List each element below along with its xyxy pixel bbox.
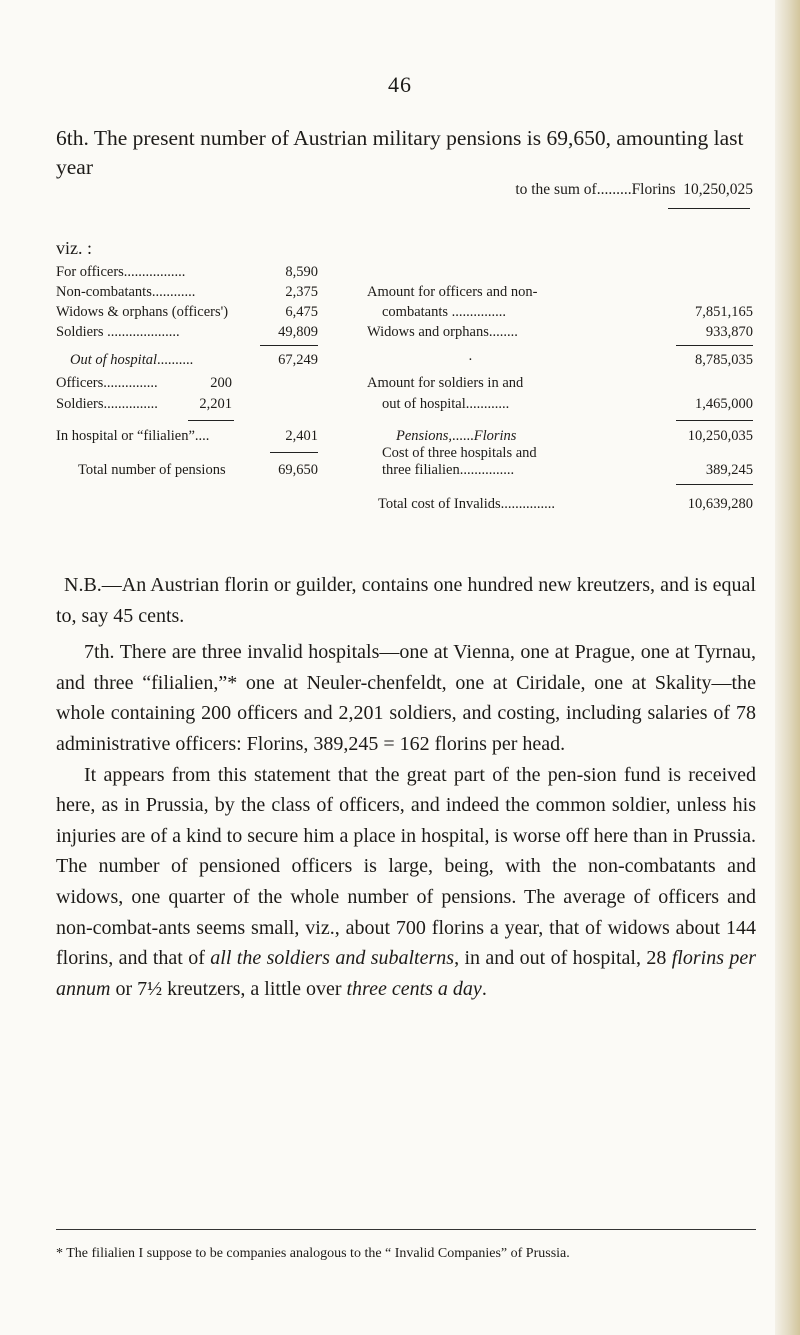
subtotal-value: 8,785,035 xyxy=(695,352,753,368)
row-non-combatants: Non-combatants............ xyxy=(56,284,196,300)
value-soldiers: 49,809 xyxy=(278,324,318,340)
row-in-hospital: In hospital or “filialien”.... xyxy=(56,428,210,444)
soldiers-value: 1,465,000 xyxy=(695,396,753,412)
row-soldiers: Soldiers .................... xyxy=(56,324,180,340)
widows-label: Widows and orphans........ xyxy=(367,324,518,340)
intro-paragraph: 6th. The present number of Austrian military pensions is 69,650, amounting last year xyxy=(56,126,744,179)
sum-currency: Florins xyxy=(631,181,676,198)
page-number: 46 xyxy=(388,72,412,97)
officers-label-line1: Amount for officers and non- xyxy=(367,284,538,300)
cost-label-line2: three filialien............... xyxy=(382,462,515,478)
page-edge xyxy=(775,0,800,1335)
value-non-combatants: 2,375 xyxy=(285,284,318,300)
total-cost-label: Total cost of Invalids............... xyxy=(378,496,555,512)
soldiers-label-line1: Amount for soldiers in and xyxy=(367,375,524,391)
value-in-hospital: 2,401 xyxy=(285,428,318,444)
viz-label: viz. : xyxy=(56,238,92,258)
paragraph-7th: 7th. There are three invalid hospitals—one at Vienna, one at Prague, one at Tyrnau, and three “filialien,”* one at Neuler-chenfeldt, one at Ciridale, one at Skality—the whole containing 200 officers and 2,201 soldiers, and costing, including salaries of 78 administrative officers: Florins, 389,245 = 162 florins per head. xyxy=(56,641,756,755)
sum-prefix: to the sum of xyxy=(515,181,597,198)
value-total-pensions: 69,650 xyxy=(278,462,318,478)
cost-value: 389,245 xyxy=(705,462,753,478)
sum-amount: 10,250,025 xyxy=(683,181,753,198)
total-cost-value: 10,639,280 xyxy=(687,496,753,512)
officers-label-line2: combatants ............... xyxy=(382,304,507,320)
divider xyxy=(260,345,318,346)
value-widows: 6,475 xyxy=(285,304,318,320)
row-total-pensions: Total number of pensions xyxy=(78,462,226,478)
value-officers: 8,590 xyxy=(285,264,318,280)
value-sub-soldiers: 2,201 xyxy=(199,396,232,412)
row-out-of-hospital: Out of hospital.......... xyxy=(70,352,194,368)
divider xyxy=(676,420,753,421)
row-widows: Widows & orphans (officers') xyxy=(56,304,229,320)
note-paragraph: N.B.—An Austrian florin or guilder, contains one hundred new kreutzers, and is equal to, say 45 cents. xyxy=(56,574,756,627)
divider xyxy=(676,345,753,346)
cost-label-line1: Cost of three hospitals and xyxy=(382,445,537,461)
officers-value: 7,851,165 xyxy=(695,304,753,320)
widows-value: 933,870 xyxy=(705,324,753,340)
value-out-of-hospital: 67,249 xyxy=(278,352,318,368)
row-officers: For officers................. xyxy=(56,264,186,280)
divider xyxy=(676,484,753,485)
footnote: * The filialien I suppose to be companies analogous to the “ Invalid Companies” of Prussia. xyxy=(56,1246,570,1261)
body-text xyxy=(56,570,756,1004)
soldiers-label-line2: out of hospital............ xyxy=(382,396,510,412)
sum-line: to the sum of.........Florins 10,250,025 xyxy=(515,181,753,198)
value-sub-officers: 200 xyxy=(210,375,232,391)
divider xyxy=(270,452,318,453)
footnote-rule xyxy=(56,1229,756,1230)
paragraph-statement: It appears from this statement that the great part of the pen-sion fund is received here, as in Prussia, by the class of officers, and indeed the common soldier, unless his injuries are of a kind to secure him a place in hospital, is worse off here than in Prussia. The number of pensioned officers is large, being, with the non-combatants and widows, one quarter of the whole number of pensions. The average of officers and non-combat-ants seems small, viz., about 700 florins a year, that of widows about 144 florins, and that of all the soldiers and subalterns, in and out of hospital, 28 florins per annum or 7½ kreutzers, a little over three cents a day. xyxy=(56,763,757,1000)
row-sub-officers: Officers............... xyxy=(56,375,158,391)
pensions-label: Pensions,......Florins xyxy=(396,428,517,444)
divider xyxy=(188,420,234,421)
sum-underline xyxy=(668,208,750,209)
row-sub-soldiers: Soldiers............... xyxy=(56,396,158,412)
pensions-value: 10,250,035 xyxy=(687,428,753,444)
